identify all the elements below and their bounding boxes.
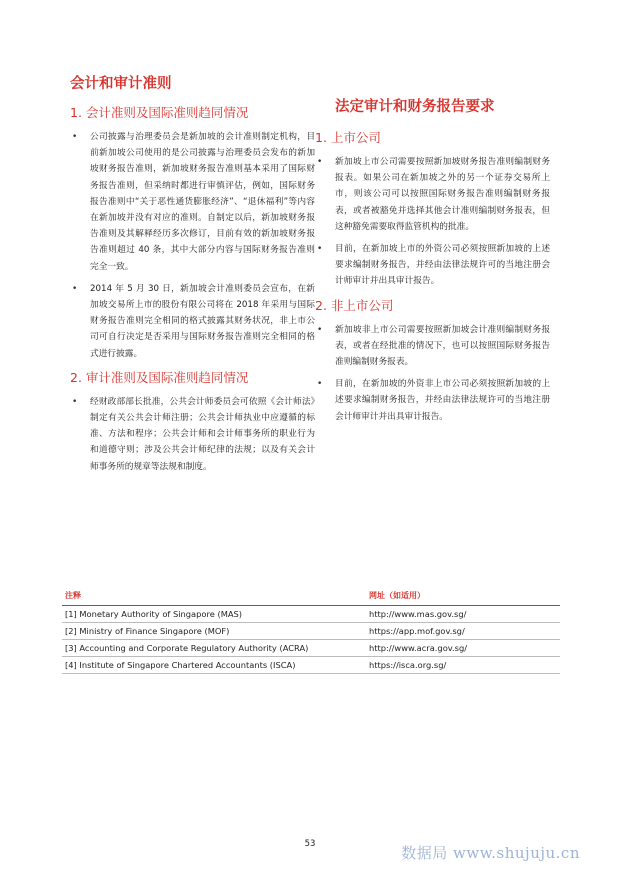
table-row (62, 623, 560, 640)
unlisted-companies-list (315, 322, 550, 425)
list-item: • 新加坡上市公司需要按照新加坡财务报告准则编制财务报表。如果公司在新加坡之外的另一个证券交易所上市，则该公司可以按照国际财务报告准则编制财务报表，或者被豁免并选择其他会计准则编制财务报表，但这种豁免需要取得监管机构的批准。 (315, 154, 550, 235)
subsection-heading-listed-companies: 1. 上市公司 (315, 130, 381, 145)
note-name-cell: [4] Institute of Singapore Chartered Accountants (ISCA) (62, 657, 366, 674)
subsection-heading-auditing-standards: 2. 审计准则及国际准则趋同情况 (70, 369, 249, 385)
table-row (62, 606, 560, 623)
note-url-link[interactable]: http://www.mas.gov.sg/ (366, 606, 560, 623)
list-item: • 公司披露与治理委员会是新加坡的会计准则制定机构，目前新加坡公司使用的是公司披露与治理委员会发布的新加坡财务报告准则，新加坡财务报告准则基本采用了国际财务报告准则，但采纳时都进行审慎评估，例如，国际财务报告准则中“关于恶性通货膨胀经济”、“退休福利”等内容在新加坡并没有对应的准则。自制定以后，新加坡财务报告准则及其解释经历多次修订，目前有效的新加坡财务报告准则超过 40 条，其中大部分内容与国际财务报告准则完全一致。 (70, 129, 315, 275)
subsection-heading-unlisted-companies: 2. 非上市公司 (315, 297, 394, 313)
table-header-row (62, 588, 560, 606)
list-item: • 目前，在新加坡上市的外资公司必须按照新加坡的上述要求编制财务报告，并经由法律法规许可的当地注册会计师审计并出具审计报告。 (315, 241, 550, 290)
url-column-header: 网址（如适用） (366, 588, 560, 606)
accounting-standards-list (70, 129, 315, 362)
section-title-accounting-auditing: 会计和审计准则 (70, 76, 172, 92)
notes-column-header: 注释 (62, 588, 366, 606)
watermark: 数据局 www.shujuju.cn (401, 844, 580, 862)
listed-companies-list (315, 154, 550, 290)
right-column (315, 95, 550, 431)
table-row (62, 640, 560, 657)
list-item: • 新加坡非上市公司需要按照新加坡会计准则编制财务报表，或者在经批准的情况下，也可以按照国际财务报告准则编制财务报表。 (315, 322, 550, 371)
section-title-statutory-audit: 法定审计和财务报告要求 (335, 99, 495, 115)
note-name-cell: [1] Monetary Authority of Singapore (MAS) (62, 606, 366, 623)
list-item: • 经财政部部长批准，公共会计师委员会可依照《会计师法》制定有关公共会计师注册；公共会计师执业中应遵循的标准、方法和程序；公共会计师和会计师事务所的职业行为和道德守则；涉及公共会计师纪律的法规；以及有关会计师事务所的规章等法规和制度。 (70, 394, 315, 475)
page-number: 53 (304, 839, 316, 849)
left-column (70, 72, 315, 481)
list-item: • 目前，在新加坡的外资非上市公司必须按照新加坡的上述要求编制财务报告，并经由法律法规许可的当地注册会计师审计并出具审计报告。 (315, 376, 550, 425)
subsection-heading-accounting-standards: 1. 会计准则及国际准则趋同情况 (70, 105, 249, 120)
table-row (62, 657, 560, 674)
note-name-cell: [3] Accounting and Corporate Regulatory Authority (ACRA) (62, 640, 366, 657)
notes-table (62, 588, 560, 674)
notes-table-container (62, 588, 560, 674)
note-url-link[interactable]: http://www.acra.gov.sg/ (366, 640, 560, 657)
auditing-standards-list (70, 394, 315, 475)
list-item: • 2014 年 5 月 30 日，新加坡会计准则委员会宣布，在新加坡交易所上市的股份有限公司将在 2018 年采用与国际财务报告准则完全相同的格式披露其财务状况，非上市公司可自行决定是否采用与国际财务报告准则完全相同的格式进行披露。 (70, 281, 315, 362)
note-name-cell: [2] Ministry of Finance Singapore (MOF) (62, 623, 366, 640)
note-url-link[interactable]: https://app.mof.gov.sg/ (366, 623, 560, 640)
note-url-link[interactable]: https://isca.org.sg/ (366, 657, 560, 674)
